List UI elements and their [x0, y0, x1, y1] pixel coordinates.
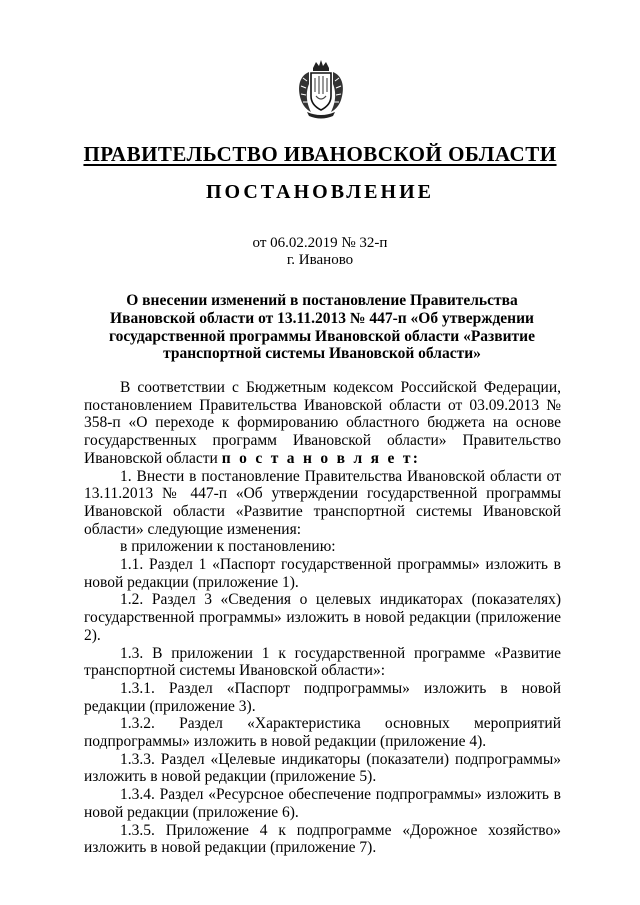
- document-type: ПОСТАНОВЛЕНИЕ: [206, 181, 434, 203]
- coat-of-arms-icon: [295, 58, 347, 120]
- document-meta: [0, 235, 640, 269]
- subject-line: государственной программы Ивановской области «Развитие: [108, 327, 535, 345]
- subject-line: О внесении изменений в постановление Правительства: [126, 292, 518, 309]
- item-paragraph: в приложении к постановлению:: [120, 538, 336, 556]
- date-number: от 06.02.2019 № 32-п: [252, 235, 388, 251]
- city: г. Иваново: [286, 252, 354, 268]
- preamble-text: В соответствии с Бюджетным кодексом Российской Федерации, постановлением Правительства Ивановской области от 03.09.2013 № 358-п «О переходе к формированию областного бюджета на основе государственных программ Ивановской области» Правительство Ивановской области: [84, 379, 561, 467]
- subject-line: Ивановской области от 13.11.2013 № 447-п «Об утверждении: [110, 309, 534, 327]
- item-paragraph: 1.3.4. Раздел «Ресурсное обеспечение подпрограммы» изложить в новой редакции (приложение 6).: [84, 786, 561, 821]
- preamble-paragraph: [84, 379, 561, 468]
- organization-name: ПРАВИТЕЛЬСТВО ИВАНОВСКОЙ ОБЛАСТИ: [83, 142, 557, 166]
- item-paragraph: 1.3.3. Раздел «Целевые индикаторы (показатели) подпрограммы» изложить в новой редакции (приложение 5).: [84, 750, 561, 786]
- item-paragraph: 1.3.2. Раздел «Характеристика основных мероприятий подпрограммы» изложить в новой редакции (приложение 4).: [84, 715, 561, 751]
- item-paragraph: 1.3.5. Приложение 4 к подпрограмме «Дорожное хозяйство» изложить в новой редакции (приложение 7).: [84, 821, 561, 857]
- subject-line: транспортной системы Ивановской области»: [163, 345, 481, 363]
- document-body: [84, 379, 561, 857]
- decree-word: п о с т а н о в л я е т:: [221, 449, 421, 467]
- item-paragraph: 1.2. Раздел 3 «Сведения о целевых индикаторах (показателях) государственной программы» изложить в новой редакции (приложение 2).: [84, 591, 561, 644]
- item-paragraph: 1.3.1. Раздел «Паспорт подпрограммы» изложить в новой редакции (приложение 3).: [84, 679, 561, 715]
- item-paragraph: 1.3. В приложении 1 к государственной программе «Развитие транспортной системы Ивановской области»:: [84, 644, 561, 680]
- item-paragraph: 1.1. Раздел 1 «Паспорт государственной программы» изложить в новой редакции (приложение 1).: [84, 556, 561, 591]
- item-paragraph: 1. Внести в постановление Правительства Ивановской области от 13.11.2013 № 447-п «Об утверждении государственной программы Ивановской области «Развитие транспортной системы Ивановской области» следующие изменения:: [84, 467, 561, 538]
- document-subject: [108, 292, 536, 363]
- organization-title: [0, 142, 640, 166]
